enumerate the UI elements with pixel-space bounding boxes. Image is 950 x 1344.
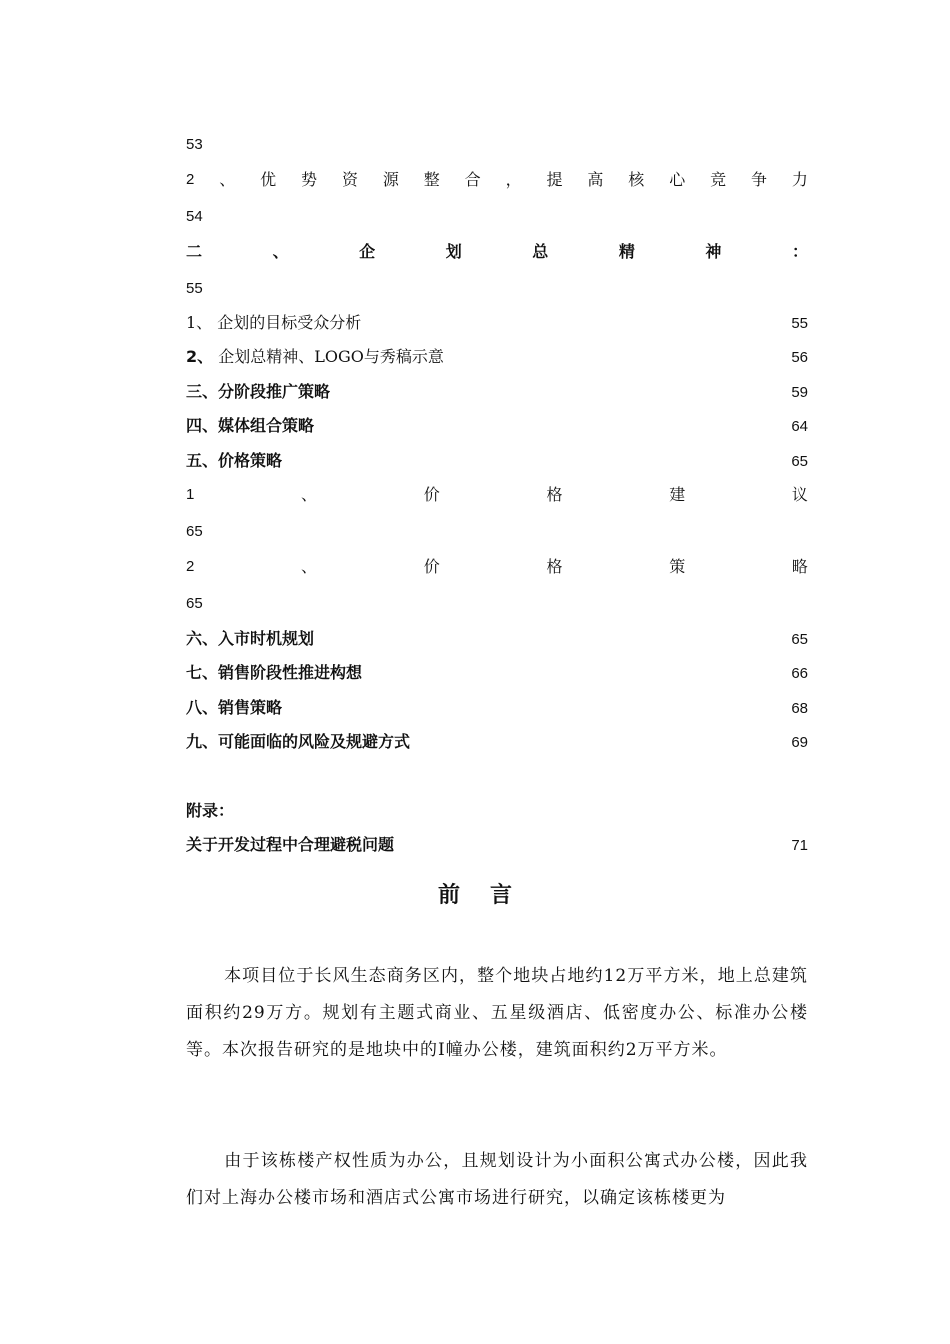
toc-section: [186, 698, 808, 719]
toc-item: [186, 313, 808, 334]
toc-section: [186, 663, 808, 684]
toc-char: 心: [669, 170, 686, 189]
toc-page-number: 56: [791, 349, 808, 366]
toc-char: 、: [301, 557, 318, 576]
toc-char: 势: [301, 170, 318, 189]
toc-char: 合: [464, 170, 481, 189]
toc-char: 神: [705, 242, 722, 261]
preface-paragraph-text: 本项目位于长风生态商务区内，整个地块占地约12万平方米，地上总建筑面积约29万方。规划有主题式商业、五星级酒店、低密度办公、标准办公楼等。本次报告研究的是地块中的I幢办公楼，建筑面积约2万平方米。: [186, 966, 808, 1060]
toc-section-label: 六、入市时机规划: [186, 629, 315, 648]
toc-section: [186, 629, 808, 650]
toc-item-5a: [186, 485, 808, 505]
toc-page-number: 65: [791, 631, 808, 648]
toc-page-number: 53: [186, 136, 203, 153]
toc-page-number: 54: [186, 208, 203, 225]
toc-section: [186, 382, 808, 403]
toc-char: 价: [423, 485, 440, 504]
toc-char: 优: [260, 170, 277, 189]
toc-char: 力: [791, 170, 808, 189]
toc-char: 源: [382, 170, 399, 189]
toc-char: 、: [272, 242, 289, 261]
toc-section-label: 五、价格策略: [186, 451, 283, 470]
toc-char: 2: [186, 558, 195, 575]
preface-paragraph: [186, 958, 808, 1069]
preface-title: 前言: [437, 883, 542, 908]
toc-char: 提: [546, 170, 563, 189]
toc-page-number: 69: [791, 734, 808, 751]
toc-char: 议: [791, 485, 808, 504]
toc-page-number: 55: [791, 315, 808, 332]
toc-char: 建: [669, 485, 686, 504]
toc-char: 1: [186, 486, 195, 503]
appendix-heading: 附录：: [186, 801, 235, 820]
toc-char: 资: [341, 170, 358, 189]
toc-page-number: 59: [791, 384, 808, 401]
toc-section-label: 八、销售策略: [186, 698, 283, 717]
toc-char: ，: [505, 170, 522, 189]
toc-section: [186, 732, 808, 753]
toc-char: 二: [186, 242, 203, 261]
toc-item: [186, 347, 808, 368]
toc-section-2: [186, 242, 808, 262]
toc-item-label: [186, 347, 444, 367]
toc-char: 格: [546, 557, 563, 576]
toc-section-label: 七、销售阶段性推进构想: [186, 663, 363, 682]
toc-page-number: 65: [186, 523, 203, 540]
toc-char: 格: [546, 485, 563, 504]
toc-section-label: 三、分阶段推广策略: [186, 382, 331, 401]
toc-page-number: 64: [791, 418, 808, 435]
toc-section-label: 四、媒体组合策略: [186, 416, 315, 435]
toc-item-label: 1、 企划的目标受众分析: [186, 313, 362, 332]
toc-appendix-item: [186, 835, 808, 856]
toc-char: 核: [628, 170, 645, 189]
toc-page-number: 71: [791, 837, 808, 854]
toc-char: 、: [219, 170, 236, 189]
toc-page-number: 65: [791, 453, 808, 470]
toc-page-number: 55: [186, 280, 203, 297]
toc-page-number: 68: [791, 700, 808, 717]
toc-page-number: 66: [791, 665, 808, 682]
toc-char: 总: [532, 242, 549, 261]
toc-char: 策: [669, 557, 686, 576]
toc-char: 精: [618, 242, 635, 261]
preface-paragraph: [186, 1143, 808, 1217]
preface-paragraph-text: 由于该栋楼产权性质为办公，且规划设计为小面积公寓式办公楼，因此我们对上海办公楼市场和酒店式公寓市场进行研究，以确定该栋楼更为: [186, 1151, 808, 1208]
toc-char: 略: [791, 557, 808, 576]
toc-section-label: 九、可能面临的风险及规避方式: [186, 732, 411, 751]
toc-section: [186, 416, 808, 437]
toc-char: 整: [423, 170, 440, 189]
toc-item-text: 企划总精神、LOGO与秀稿示意: [213, 347, 444, 366]
toc-char: 竞: [710, 170, 727, 189]
toc-section: [186, 451, 808, 472]
toc-char: 高: [587, 170, 604, 189]
toc-section-label: 关于开发过程中合理避税问题: [186, 835, 395, 854]
toc-char: 企: [359, 242, 376, 261]
toc-char: 争: [751, 170, 768, 189]
toc-item-2-1: [186, 170, 808, 190]
toc-page-number: 65: [186, 595, 203, 612]
toc-char: 划: [445, 242, 462, 261]
toc-char: 2: [186, 171, 195, 188]
toc-char: 、: [301, 485, 318, 504]
toc-char: ：: [791, 242, 808, 261]
toc-item-prefix: 2、: [186, 347, 214, 366]
toc-char: 价: [423, 557, 440, 576]
toc-item-5b: [186, 557, 808, 577]
